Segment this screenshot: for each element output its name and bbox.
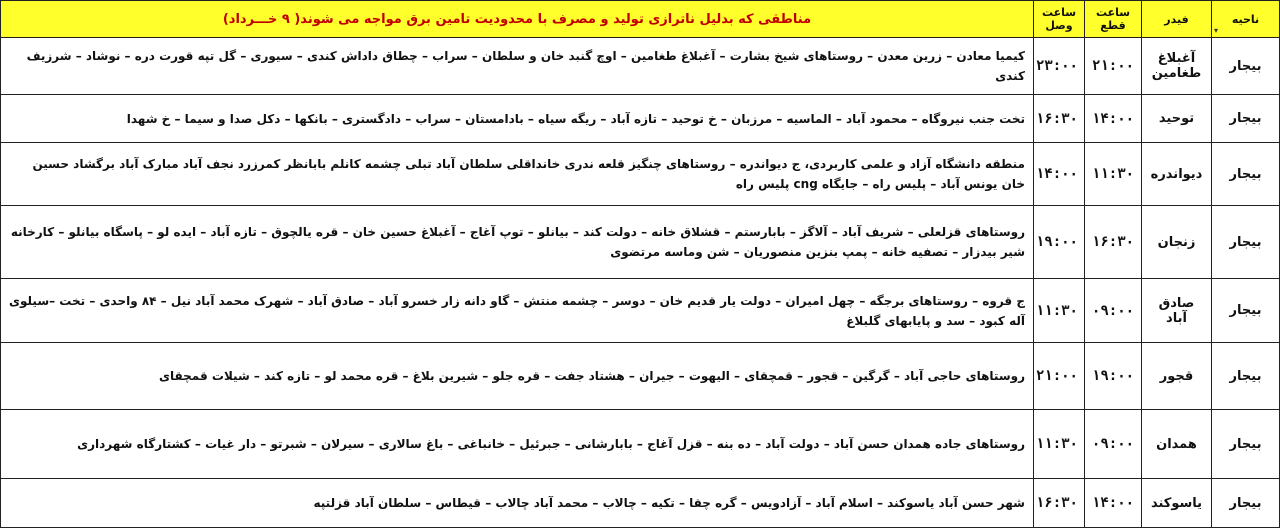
region-cell: بیجار xyxy=(1212,479,1280,528)
areas-cell: کیمیا معادن – زرین معدن – روستاهای شیخ بشارت – آغبلاغ طغامین – اوچ گنبد خان و سلطان – سراب – چطاق داداش کندی – سیوری – گل تپه قورت دره – نوشاد – شرزیف کندی xyxy=(1,38,1034,95)
header-row xyxy=(1,1,1280,38)
reconnect-time-cell: ۱۹:۰۰ xyxy=(1034,206,1085,279)
table-row xyxy=(1,95,1280,143)
region-cell: بیجار xyxy=(1212,279,1280,343)
cut-time-cell: ۰۹:۰۰ xyxy=(1085,279,1142,343)
region-cell: بیجار xyxy=(1212,95,1280,143)
region-cell: بیجار xyxy=(1212,38,1280,95)
header-description: مناطقی که بدلیل ناترازی تولید و مصرف با محدودیت تامین برق مواجه می شوند( ۹ خـــرداد) xyxy=(1,1,1034,38)
reconnect-time-cell: ۱۱:۳۰ xyxy=(1034,410,1085,479)
table-row xyxy=(1,343,1280,410)
region-cell: بیجار xyxy=(1212,143,1280,206)
table-row xyxy=(1,410,1280,479)
areas-cell: روستاهای جاده همدان حسن آباد – دولت آباد – ده بنه – قزل آغاج – بابارشانی – جبرئیل – خانباغی – باغ سالاری – سیرلان – شبرتو – دار غیات – کشتارگاه شهرداری xyxy=(1,410,1034,479)
feeder-cell: صادق آباد xyxy=(1142,279,1212,343)
areas-cell: روستاهای حاجی آباد – گرگین – قجور – قمچقای – الیهوت – جیران – هشتاد جفت – قره جلو – شیرین بلاغ – قره محمد لو – تازه کند – شیلات قمچقای xyxy=(1,343,1034,410)
reconnect-time-cell: ۱۱:۳۰ xyxy=(1034,279,1085,343)
header-region-label: ناحیه xyxy=(1231,12,1260,26)
region-cell: بیجار xyxy=(1212,206,1280,279)
reconnect-time-cell: ۱۶:۳۰ xyxy=(1034,479,1085,528)
table-row xyxy=(1,479,1280,528)
feeder-cell: همدان xyxy=(1142,410,1212,479)
table-row xyxy=(1,206,1280,279)
region-cell: بیجار xyxy=(1212,343,1280,410)
header-reconnect-time: ساعت وصل xyxy=(1034,1,1085,38)
feeder-cell: دیواندره xyxy=(1142,143,1212,206)
areas-cell: منطقه دانشگاه آزاد و علمی کاربردی، ج دیواندره – روستاهای چنگیز قلعه ندری خانداقلی سلطان آباد تبلی چشمه کانلم بابانظر کمرزرد نجف آباد مبارک آباد برگشاد حسین خان یونس آباد – پلیس راه – جایگاه cng پلیس راه xyxy=(1,143,1034,206)
feeder-cell: آغبلاغ طغامین xyxy=(1142,38,1212,95)
cut-time-cell: ۱۶:۳۰ xyxy=(1085,206,1142,279)
filter-icon[interactable]: ▾ xyxy=(1214,26,1219,35)
areas-cell: تخت جنب نیروگاه – محمود آباد – الماسیه – مرزبان – خ توحید – تازه آباد – ریگه سیاه – بادامستان – سراب – دادگستری – بانکها – دکل صدا و سیما – خ شهدا xyxy=(1,95,1034,143)
region-cell: بیجار xyxy=(1212,410,1280,479)
cut-time-cell: ۰۹:۰۰ xyxy=(1085,410,1142,479)
reconnect-time-cell: ۱۴:۰۰ xyxy=(1034,143,1085,206)
areas-cell: روستاهای قزلعلی – شریف آباد – آلاگز – بابارستم – قشلاق خانه – دولت کند – بیانلو – توپ آغاج – آغبلاغ حسین خان – قره یالچوق – تازه آباد – ایده لو – پاسگاه بیانلو – کارخانه شیر بیدزار – تصفیه خانه – پمپ بنزین منصوریان – شن وماسه مرتضوی xyxy=(1,206,1034,279)
table-row xyxy=(1,279,1280,343)
feeder-cell: زنجان xyxy=(1142,206,1212,279)
cut-time-cell: ۱۱:۳۰ xyxy=(1085,143,1142,206)
header-region[interactable] xyxy=(1212,1,1280,38)
reconnect-time-cell: ۲۳:۰۰ xyxy=(1034,38,1085,95)
header-cut-time: ساعت قطع xyxy=(1085,1,1142,38)
areas-cell: شهر حسن آباد یاسوکند – اسلام آباد – آزادویس – گره چقا – تکیه – چالاب – محمد آباد چالاب – قیطاس – سلطان آباد قزلتپه xyxy=(1,479,1034,528)
cut-time-cell: ۱۹:۰۰ xyxy=(1085,343,1142,410)
reconnect-time-cell: ۲۱:۰۰ xyxy=(1034,343,1085,410)
reconnect-time-cell: ۱۶:۳۰ xyxy=(1034,95,1085,143)
table-row xyxy=(1,38,1280,95)
table-row xyxy=(1,143,1280,206)
cut-time-cell: ۱۴:۰۰ xyxy=(1085,479,1142,528)
feeder-cell: توحید xyxy=(1142,95,1212,143)
feeder-cell: قجور xyxy=(1142,343,1212,410)
cut-time-cell: ۱۴:۰۰ xyxy=(1085,95,1142,143)
cut-time-cell: ۲۱:۰۰ xyxy=(1085,38,1142,95)
feeder-cell: یاسوکند xyxy=(1142,479,1212,528)
areas-cell: ج قروه – روستاهای برجگه – چهل امیران – دولت یار قدیم خان – دوسر – چشمه منتش – گاو دانه زار خسرو آباد – صادق آباد – شهرک محمد آباد نیل – ۸۴ واحدی – تخت –سیلوی آله کبود – سد و پایابهای گلبلاغ xyxy=(1,279,1034,343)
header-feeder: فیدر xyxy=(1142,1,1212,38)
